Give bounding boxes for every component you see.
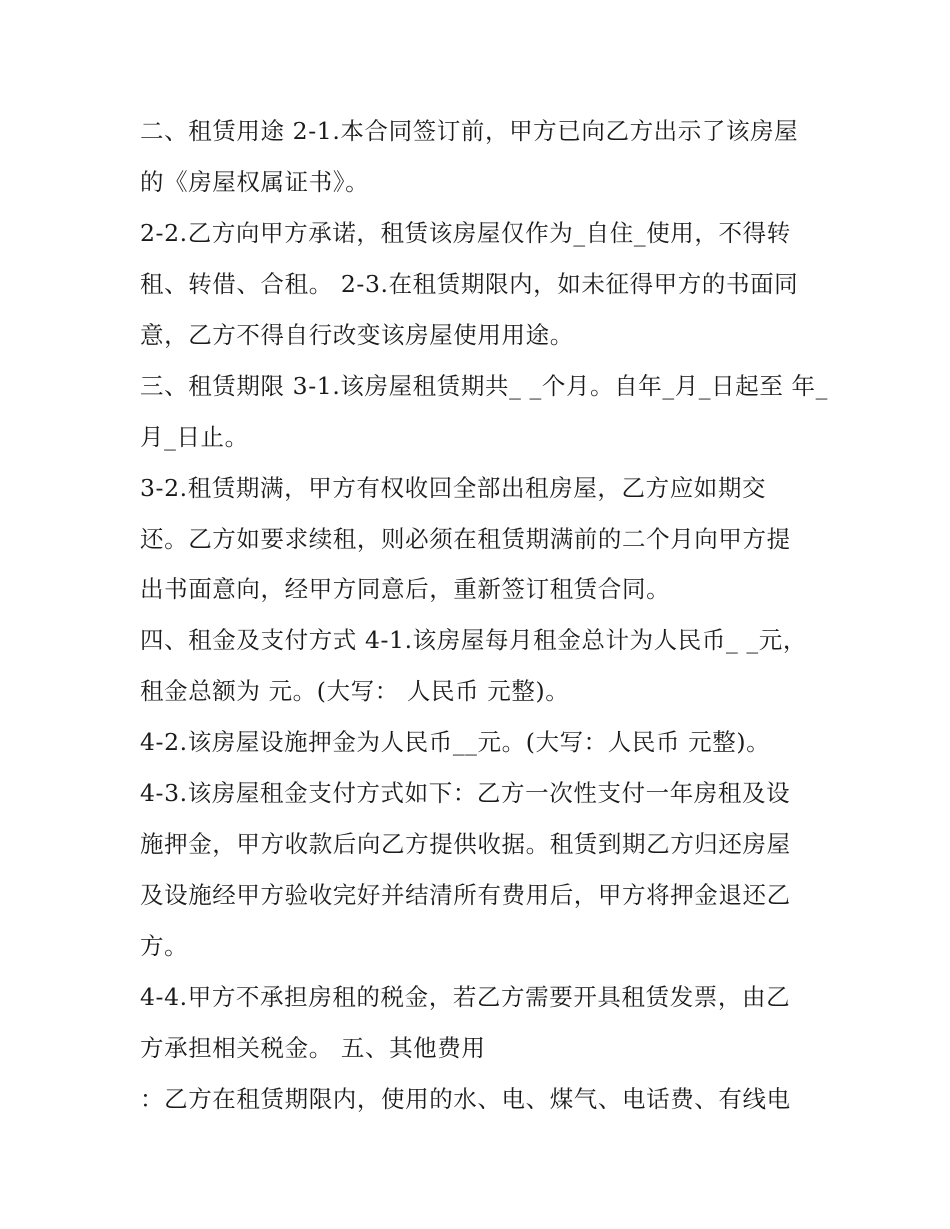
text-line: 租金总额为 元。(大写： 人民币 元整)。 xyxy=(140,677,570,706)
text-line: 四、租金及支付方式 4-1.该房屋每月租金总计为人民币_ _元， xyxy=(140,626,807,655)
text-line: 出书面意向，经甲方同意后，重新签订租赁合同。 xyxy=(140,575,671,604)
text-line: 的《房屋权属证书》。 xyxy=(140,167,370,196)
text-line: 意，乙方不得自行改变该房屋使用用途。 xyxy=(140,320,574,349)
text-line: 4-2.该房屋设施押金为人民币__元。(大写：人民币 元整)。 xyxy=(140,728,771,757)
text-line: ：乙方在租赁期限内，使用的水、电、煤气、电话费、有线电 xyxy=(140,1084,791,1113)
text-line: 三、租赁期限 3-1.该房屋租赁期共_ _个月。自年_月_日起至 年_ xyxy=(140,371,828,400)
text-line: 4-3.该房屋租金支付方式如下：乙方一次性支付一年房租及设 xyxy=(140,779,791,808)
text-line: 3-2.租赁期满，甲方有权收回全部出租房屋，乙方应如期交 xyxy=(140,473,767,502)
text-line: 及设施经甲方验收完好并结清所有费用后，甲方将押金退还乙 xyxy=(140,881,791,910)
text-line: 4-4.甲方不承担房租的税金，若乙方需要开具租赁发票，由乙 xyxy=(140,982,791,1011)
text-line: 施押金，甲方收款后向乙方提供收据。租赁到期乙方归还房屋 xyxy=(140,830,791,859)
text-line: 月_日止。 xyxy=(140,422,249,451)
text-line: 方承担相关税金。 五、其他费用 xyxy=(140,1033,486,1062)
text-line: 2-2.乙方向甲方承诺，租赁该房屋仅作为_自住_使用，不得转 xyxy=(140,218,791,247)
text-line: 租、转借、合租。 2-3.在租赁期限内，如未征得甲方的书面同 xyxy=(140,269,799,298)
text-line: 二、租赁用途 2-1.本合同签订前，甲方已向乙方出示了该房屋 xyxy=(140,117,799,145)
text-line: 还。乙方如要求续租，则必须在租赁期满前的二个月向甲方提 xyxy=(140,524,791,553)
text-line: 方。 xyxy=(140,932,189,960)
contract-body-text xyxy=(140,106,828,1125)
